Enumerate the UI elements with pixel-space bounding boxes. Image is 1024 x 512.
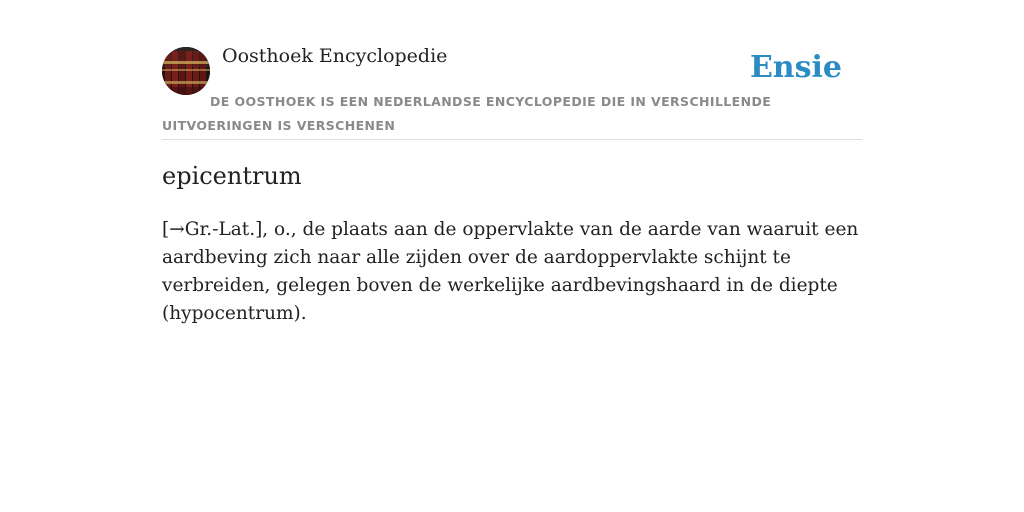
source-description: DE OOSTHOEK IS EEN NEDERLANDSE ENCYCLOPEDIE DIE IN VERSCHILLENDE UITVOERINGEN IS VERSCHENEN — [162, 94, 772, 133]
source-title-link[interactable]: Oosthoek Encyclopedie — [222, 45, 448, 67]
entry-term: epicentrum — [162, 162, 302, 190]
avatar-image — [162, 47, 210, 95]
divider — [162, 139, 862, 140]
entry-definition: [→Gr.-Lat.], o., de plaats aan de oppervlakte van de aarde van waaruit een aardbeving zich naar alle zijden over de aardoppervlakte schijnt te verbreiden, gelegen boven de werkelijke aardbevingshaard in de diepte (hypocentrum). — [162, 219, 859, 324]
encyclopedia-books-icon[interactable] — [162, 47, 210, 95]
ensie-logo[interactable]: Ensie — [749, 50, 842, 85]
